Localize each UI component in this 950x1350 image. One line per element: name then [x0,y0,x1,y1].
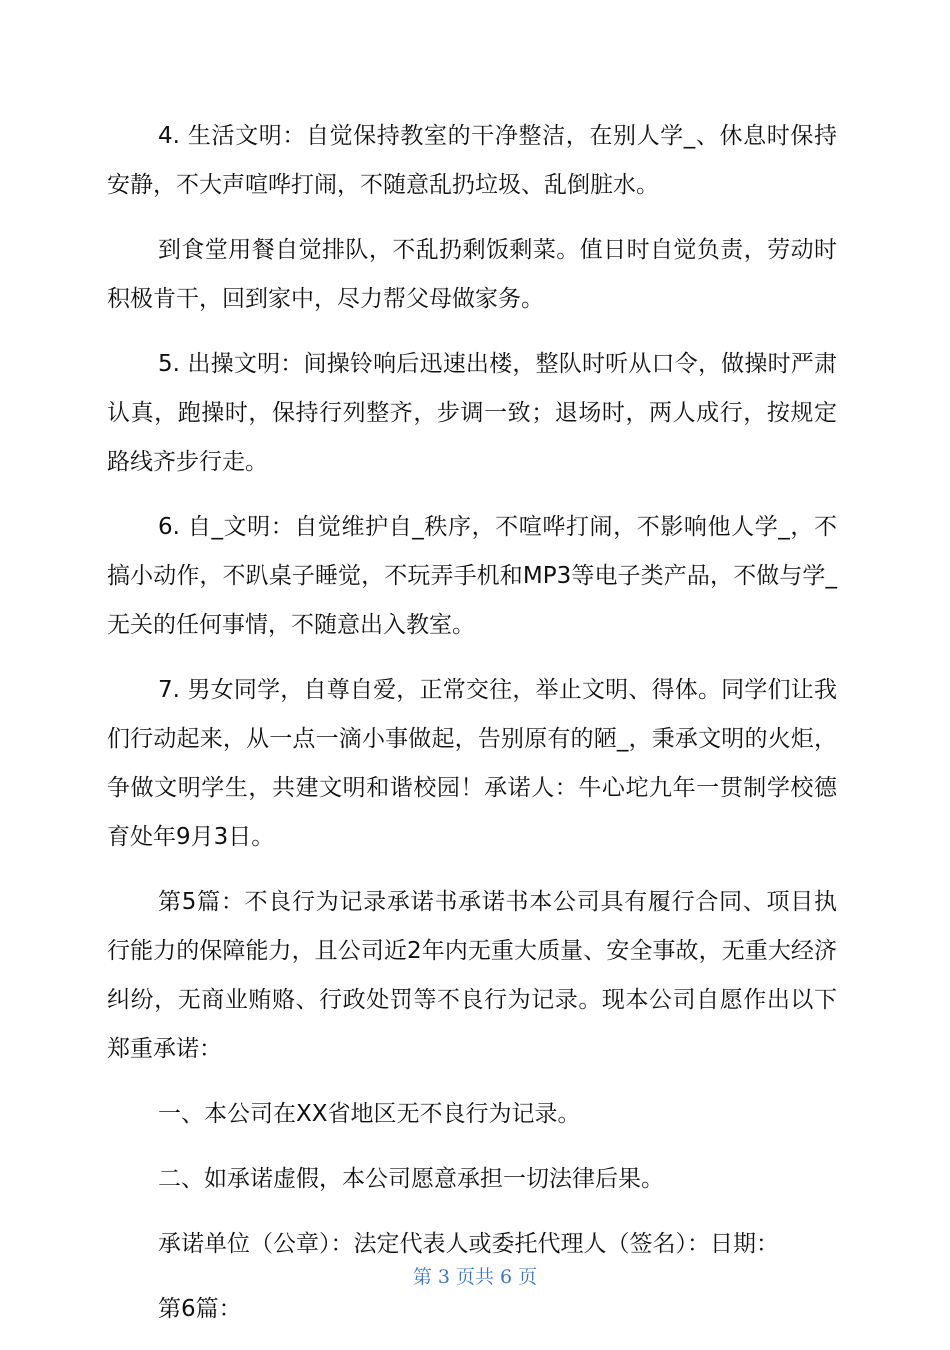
paragraph-student-conduct: 7. 男女同学，自尊自爱，正常交往，举止文明、得体。同学们让我们行动起来，从一点一滴小事做起，告别原有的陋_，秉承文明的火炬，争做文明学生，共建文明和谐校园！承诺人：牛心坨九年一贯制学校德育处年9月3日。 [107,677,837,850]
paragraph-exercise-civility: 5. 出操文明：间操铃响后迅速出楼，整队时听从口令，做操时严肃认真，跑操时，保持行列整齐，步调一致；退场时，两人成行，按规定路线齐步行走。 [107,351,837,475]
paragraph-section-5-commitment: 第5篇：不良行为记录承诺书承诺书本公司具有履行合同、项目执行能力的保障能力，且公司近2年内无重大质量、安全事故，无重大经济纠纷，无商业贿赂、行政处罚等不良行为记录。现本公司自愿作出以下郑重承诺： [107,889,837,1062]
page-number-footer: 第 3 页共 6 页 [412,1266,538,1288]
paragraph-commitment-item-2: 二、如承诺虚假，本公司愿意承担一切法律后果。 [158,1166,664,1192]
paragraph-section-6-heading: 第6篇： [158,1296,242,1322]
paragraph-self-study-civility: 6. 自_文明：自觉维护自_秩序，不喧哗打闹，不影响他人学_，不搞小动作，不趴桌子睡觉，不玩弄手机和MP3等电子类产品，不做与学_无关的任何事情，不随意出入教室。 [107,514,837,638]
paragraph-signature-line: 承诺单位（公章）：法定代表人或委托代理人（签名）：日期： [158,1231,779,1257]
document-body [107,112,837,1350]
paragraph-life-civility: 4. 生活文明：自觉保持教室的干净整洁，在别人学_、休息时保持安静，不大声喧哗打闹，不随意乱扔垃圾、乱倒脏水。 [107,123,837,198]
paragraph-canteen-duty: 到食堂用餐自觉排队，不乱扔剩饭剩菜。值日时自觉负责，劳动时积极肯干，回到家中，尽力帮父母做家务。 [107,237,837,312]
paragraph-commitment-item-1: 一、本公司在XX省地区无不良行为记录。 [158,1101,581,1127]
